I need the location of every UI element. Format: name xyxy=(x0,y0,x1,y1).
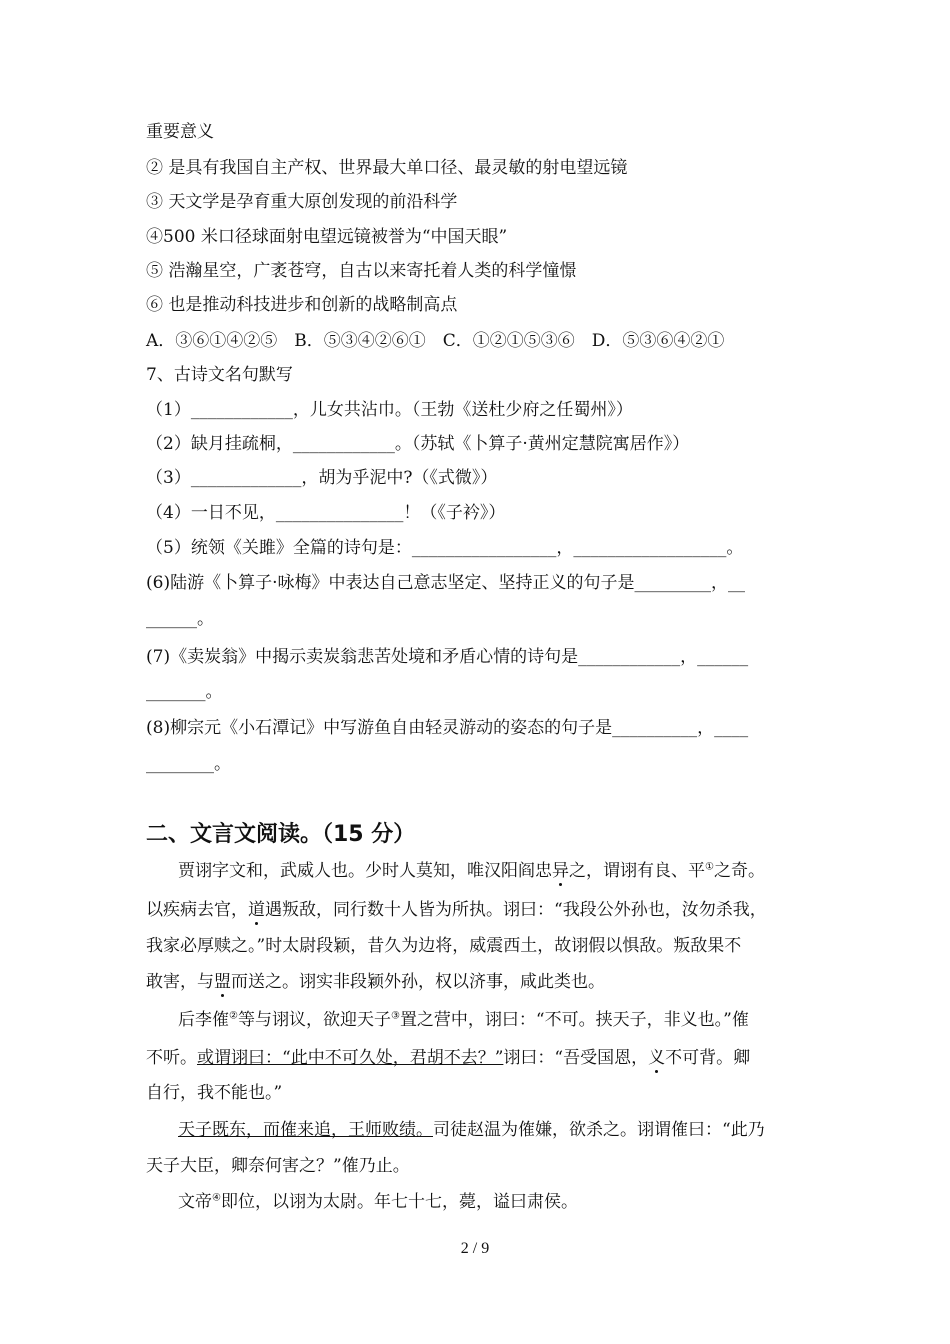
dotted-char: 盟 xyxy=(214,972,231,992)
passage-p2-line3: 自行，我不能也。” xyxy=(146,1083,283,1103)
text-run: 文帝 xyxy=(178,1192,212,1212)
underlined-sentence: 或谓诩曰：“此中不可久处，君胡不去？” xyxy=(197,1048,504,1068)
q6-item-3: ③ 天文学是孕育重大原创发现的前沿科学 xyxy=(146,192,458,212)
page-number: 2 / 9 xyxy=(460,1240,490,1257)
q7-sentence-7: (7)《卖炭翁》中揭示卖炭翁悲苦处境和矛盾心情的诗句是____________，______ xyxy=(146,647,749,667)
passage-p4-line1 xyxy=(178,1190,578,1214)
q7-sentence-7-cont: _______。 xyxy=(146,682,223,702)
text-run: 不可背。卿 xyxy=(665,1048,751,1068)
passage-p1-line4 xyxy=(146,970,605,994)
q7-sentence-5: （5）统领《关雎》全篇的诗句是：_________________，__________________。 xyxy=(146,538,744,558)
text-run: 贾诩字文和，武威人也。少时人莫知，唯汉阳阎忠 xyxy=(178,861,552,881)
dotted-char: 义 xyxy=(648,1048,666,1068)
passage-p1-line1 xyxy=(178,859,765,883)
footnote-mark: ④ xyxy=(212,1192,221,1204)
text-run: 即位，以诩为太尉。年七十七，薨，谥曰肃侯。 xyxy=(220,1192,578,1212)
passage-p1-line2 xyxy=(146,898,767,922)
text-run: 之奇。 xyxy=(713,861,765,881)
passage-p1-line3: 我家必厚赎之。”时太尉段颖，昔久为边将，威震西土，故诩假以惧敌。叛敌果不 xyxy=(146,936,742,956)
text-run: 司徒赵温为傕嫌，欲杀之。诩谓傕曰：“此乃 xyxy=(433,1120,765,1140)
text-run: 后李傕 xyxy=(178,1010,229,1030)
q7-sentence-1: （1）____________，儿女共沾巾。（王勃《送杜少府之任蜀州》） xyxy=(146,400,633,420)
dotted-char: 道 xyxy=(248,900,265,920)
text-run: 等与诩议，欲迎天子 xyxy=(237,1010,391,1030)
q7-sentence-4: （4）一日不见，_______________！（《子衿》） xyxy=(146,503,506,523)
q7-sentence-6-cont: ______。 xyxy=(146,609,214,629)
q7-sentence-8-cont: ________。 xyxy=(146,754,231,774)
q7-heading: 7、古诗文名句默写 xyxy=(146,365,293,385)
passage-p3-line2: 天子大臣，卿奈何害之？”傕乃止。 xyxy=(146,1156,410,1176)
text-run: 敢害，与 xyxy=(146,972,214,992)
q6-item-2: ② 是具有我国自主产权、世界最大单口径、最灵敏的射电望远镜 xyxy=(146,158,628,178)
q7-sentence-3: （3）_____________，胡为乎泥中?（《式微》） xyxy=(146,468,498,488)
footnote-mark: ② xyxy=(229,1010,238,1022)
text-run: 诩曰：“吾受国恩， xyxy=(503,1048,649,1068)
text-run: 遇叛敌，同行数十人皆为所执。诩曰：“我段公外孙也，汝勿杀我， xyxy=(265,900,767,920)
q6-options: A．③⑥①④②⑤ B．⑤③④②⑥① C．①②①⑤③⑥ D．⑤③⑥④②① xyxy=(146,331,725,351)
q6-item-4: ④500 米口径球面射电望远镜被誉为“中国天眼” xyxy=(146,227,508,247)
text-run: 而送之。诩实非段颖外孙，权以济事，咸此类也。 xyxy=(231,972,605,992)
text-run: 以疾病去官， xyxy=(146,900,248,920)
passage-p3-line1 xyxy=(178,1118,765,1142)
section-title: 二、文言文阅读。（15 分） xyxy=(146,822,416,847)
footnote-mark: ① xyxy=(705,861,714,873)
underlined-sentence: 天子既东，而傕来追，王师败绩。 xyxy=(178,1120,433,1140)
q6-text-line: 重要意义 xyxy=(146,122,214,142)
q7-sentence-8: (8)柳宗元《小石潭记》中写游鱼自由轻灵游动的姿态的句子是__________，____ xyxy=(146,718,749,738)
passage-p2-line2 xyxy=(146,1046,750,1070)
dotted-char: 异 xyxy=(552,861,569,881)
footnote-mark: ③ xyxy=(390,1010,400,1022)
q7-sentence-2: （2）缺月挂疏桐，____________。（苏轼《卜算子·黄州定慧院寓居作》） xyxy=(146,434,690,454)
text-run: 之，谓诩有良、平 xyxy=(569,861,705,881)
q6-item-6: ⑥ 也是推动科技进步和创新的战略制高点 xyxy=(146,295,458,315)
text-run: 不听。 xyxy=(146,1048,197,1068)
text-run: 置之营中，诩曰：“不可。挟天子，非义也。”傕 xyxy=(399,1010,749,1030)
passage-p2-line1 xyxy=(178,1008,749,1032)
q7-sentence-6: (6)陆游《卜算子·咏梅》中表达自己意志坚定、坚持正义的句子是_________，__ xyxy=(146,573,745,593)
q6-item-5: ⑤ 浩瀚星空，广袤苍穹，自古以来寄托着人类的科学憧憬 xyxy=(146,261,577,281)
